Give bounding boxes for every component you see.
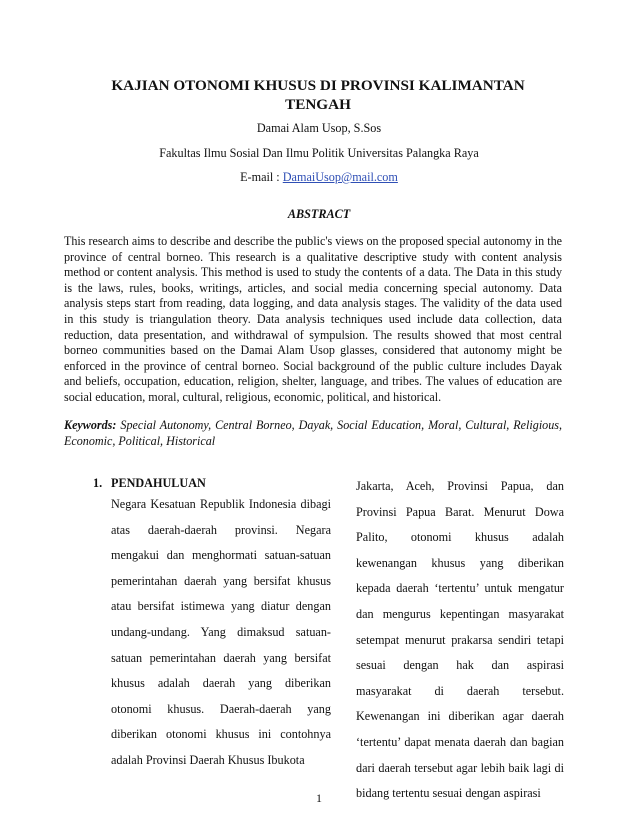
keywords-label: Keywords: <box>64 418 117 432</box>
author-name: Damai Alam Usop, S.Sos <box>256 121 382 135</box>
left-column-text: Negara Kesatuan Republik Indonesia dibagi atas daerah-daerah provinsi. Negara mengakui dan menghormati satuan-satuan pemerintahan daerah yang bersifat khusus atau bersifat istimewa yang diatur dengan undang-undang. Yang dimaksud satuan-satuan pemerintahan daerah yang bersifat khusus adalah daerah yang diberikan otonomi khusus. Daerah-daerah yang diberikan otonomi khusus ini contohnya adalah Provinsi Daerah Khusus Ibukota <box>111 497 331 767</box>
right-column-text: Jakarta, Aceh, Provinsi Papua, dan Provinsi Papua Barat. Menurut Dowa Palito, otonomi khusus adalah kewenangan khusus yang diberikan kepada daerah ‘tertentu’ untuk mengatur dan mengurus kepentingan masyarakat setempat menurut prakarsa sendiri tetapi sesuai dengan hak dan aspirasi masyarakat di daerah tersebut. Kewenangan ini diberikan agar daerah ‘tertentu’ dapat menata daerah dan bagian dari daerah tersebut agar lebih baik lagi di bidang tertentu sesuai dengan aspirasi <box>356 479 564 801</box>
page-number: 1 <box>316 791 322 805</box>
author-affiliation: Fakultas Ilmu Sosial Dan Ilmu Politik Universitas Palangka Raya <box>159 146 479 160</box>
keywords-list: Special Autonomy, Central Borneo, Dayak, Social Education, Moral, Cultural, Religious, Economic, Political, Historical <box>64 418 563 448</box>
email-link[interactable]: DamaiUsop@mail.com <box>282 170 398 184</box>
keywords <box>64 418 562 449</box>
email-label: E-mail : <box>240 170 283 184</box>
section-heading: PENDAHULUAN <box>111 476 206 490</box>
author-email-line <box>0 169 638 185</box>
abstract-heading: ABSTRACT <box>287 207 351 221</box>
abstract-body: This research aims to describe and describe the public's views on the proposed special autonomy in the province of central borneo. This research is a qualitative descriptive study with content analysis method or content analysis. This method is used to study the contents of a data. The Data in this study is the laws, rules, books, writings, articles, and social media concerning special autonomy. Data analysis steps start from reading, data logging, and data analysis stages. The validity of the data used in this study is triangulation theory. Data analysis techniques used include data collection, data reduction, data presentation, and withdrawal of sympulsion. The results showed that most central borneo communities based on the Damai Alam Usop glasses, considered that autonomy might be enforced in the province of central borneo. Social background of the public culture includes Dayak and beliefs, occupation, education, religion, shelter, language, and tribes. The values of education are social education, moral, cultural, religious, economic, political, and historical. <box>64 234 562 404</box>
section-number: 1. <box>93 476 103 490</box>
paper-title: KAJIAN OTONOMI KHUSUS DI PROVINSI KALIMANTAN TENGAH <box>111 77 525 113</box>
